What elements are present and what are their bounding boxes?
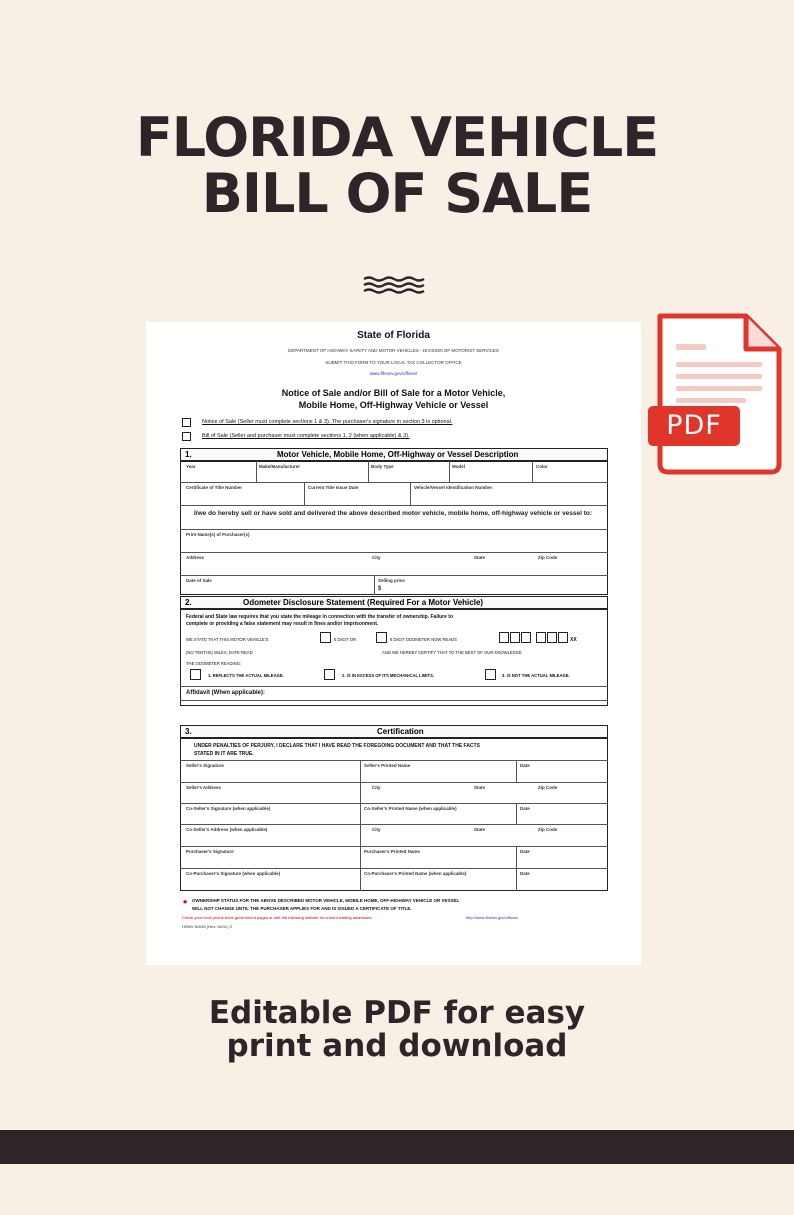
section-1-title: Motor Vehicle, Mobile Home, Off-Highway or Vessel Description	[277, 450, 519, 459]
subtitle-line-2: print and download	[226, 1028, 568, 1064]
seller-signature-label: Seller's Signature	[186, 763, 224, 768]
section-3-title: Certification	[377, 727, 424, 736]
odometer-suffix: XX	[570, 637, 577, 643]
mailing-address-note: Check your local phone book government pages or visit the following website for current mailing addresses:	[182, 915, 373, 920]
odometer-statement: WE STATE THAT THIS MOTOR VEHICLE'S	[186, 637, 269, 642]
not-actual-checkbox[interactable]	[485, 669, 496, 680]
warning-star-icon: ★	[182, 899, 189, 906]
sale-statement: I/we do hereby sell or have sold and delivered the above described motor vehicle, mobile home, off-highway vehicle or vessel to:	[194, 510, 593, 517]
odometer-digit-6[interactable]	[558, 632, 568, 643]
zip-label: Zip Code	[538, 555, 558, 560]
city-label: City	[372, 555, 381, 560]
form-state: State of Florida	[357, 330, 430, 341]
bottom-bar	[0, 1130, 794, 1164]
offices-link[interactable]: http://www.flhsmv.gov/offices/	[466, 915, 519, 920]
color-label: Color	[536, 464, 548, 469]
subtitle-line-1: Editable PDF for easy	[208, 995, 586, 1031]
notice-of-sale-label: Notice of Sale (Seller must complete sections 1 & 3). The purchaser's signature in section 3 is optional.	[202, 419, 453, 425]
co-purchaser-signature-label: Co-Purchaser's Signature (when applicable)	[186, 871, 281, 876]
seller-zip-label: Zip Code	[538, 785, 558, 790]
six-digit-checkbox[interactable]	[376, 632, 387, 643]
five-digit-label: 5 DIGIT OR	[334, 637, 357, 642]
title-number-label: Certificate of Title Number	[186, 485, 243, 490]
vin-label: Vehicle/Vessel Identification Number	[414, 485, 493, 490]
co-seller-date-label: Date	[520, 806, 530, 811]
co-seller-printed-name-label: Co-Seller's Printed Name (when applicable)	[364, 806, 457, 811]
bill-of-sale-label: Bill of Sale (Seller and purchaser must complete sections 1, 2 (when applicable) & 3).	[202, 433, 410, 439]
ownership-note-line-1: OWNERSHIP STATUS FOR THE ABOVE DESCRIBED MOTOR VEHICLE, MOBILE HOME, OFF-HIGHWAY VEHICLE OR VESSEL	[192, 898, 460, 903]
odometer-law-line-2: complete or providing a false statement may result in fines and/or imprisonment.	[186, 621, 379, 627]
seller-city-label: City	[372, 785, 381, 790]
seller-state-label: State	[474, 785, 486, 790]
seller-date-label: Date	[520, 763, 530, 768]
odometer-reading-label: THE ODOMETER READING:	[186, 661, 242, 666]
co-seller-signature-label: Co-Seller's Signature (when applicable)	[186, 806, 271, 811]
page-title-line-1: FLORIDA VEHICLE	[135, 106, 659, 169]
seller-printed-name-label: Seller's Printed Name	[364, 763, 411, 768]
six-digit-label: 6 DIGIT ODOMETER NOW READS	[390, 637, 457, 642]
ownership-note-line-2: WILL NOT CHANGE UNTIL THE PURCHASER APPLIES FOR AND IS ISSUED A CERTIFICATE OF TITLE.	[192, 906, 412, 911]
odometer-digit-4[interactable]	[536, 632, 546, 643]
co-seller-state-label: State	[474, 827, 486, 832]
body-type-label: Body Type	[371, 464, 394, 469]
purchaser-name-label: Print Name(s) of Purchaser(s)	[186, 532, 250, 537]
selling-price-label: Selling price	[378, 578, 405, 583]
co-purchaser-date-label: Date	[520, 871, 530, 876]
section-3-number: 3.	[185, 727, 192, 736]
co-purchaser-printed-name-label: Co-Purchaser's Printed Name (when applicable)	[364, 871, 467, 876]
wave-divider-icon	[362, 275, 430, 295]
purchaser-date-label: Date	[520, 849, 530, 854]
section-3-header	[180, 725, 608, 738]
pdf-file-icon	[648, 312, 786, 478]
page-title-line-2: BILL OF SALE	[201, 162, 593, 225]
form-id: HSMV 82050 (Rev. 06/11) S	[182, 924, 233, 929]
odometer-digit-3[interactable]	[521, 632, 531, 643]
section-2-title: Odometer Disclosure Statement (Required For a Motor Vehicle)	[243, 598, 484, 607]
excess-mileage-label: 2. IS IN EXCESS OF ITS MECHANICAL LIMITS.	[342, 673, 435, 678]
model-label: Model	[452, 464, 465, 469]
section-1-number: 1.	[185, 450, 192, 459]
title-issue-date-label: Current Title Issue Date	[308, 485, 359, 490]
odometer-law-line-1: Federal and State law requires that you state the mileage in connection with the transfer of ownership. Failure to	[186, 614, 453, 620]
form-preview	[146, 322, 641, 965]
form-department: DEPARTMENT OF HIGHWAY SAFETY AND MOTOR VEHICLES - DIVISION OF MOTORIST SERVICES	[288, 348, 499, 353]
odometer-certify: AND WE HEREBY CERTIFY THAT TO THE BEST OF OUR KNOWLEDGE	[382, 650, 522, 655]
notice-of-sale-checkbox[interactable]	[182, 418, 191, 427]
purchaser-printed-name-label: Purchaser's Printed Name	[364, 849, 420, 854]
dollar-sign: $	[378, 586, 382, 592]
actual-mileage-label: 1. REFLECTS THE ACTUAL MILEAGE.	[208, 673, 284, 678]
form-title-line-1: Notice of Sale and/or Bill of Sale for a Motor Vehicle,	[281, 388, 506, 398]
form-title-line-2: Mobile Home, Off-Highway Vehicle or Vessel	[298, 400, 489, 410]
section-1-header	[180, 448, 608, 461]
seller-address-label: Seller's Address	[186, 785, 221, 790]
form-website-link[interactable]: www.flhsmv.gov/offices/	[369, 371, 418, 376]
odometer-digit-5[interactable]	[547, 632, 557, 643]
year-label: Year	[186, 464, 196, 469]
affidavit-label: Affidavit (When applicable):	[186, 690, 266, 696]
co-seller-zip-label: Zip Code	[538, 827, 558, 832]
co-seller-address-label: Co-Seller's Address (when applicable)	[186, 827, 268, 832]
odometer-digit-1[interactable]	[499, 632, 509, 643]
section-2-header	[180, 596, 608, 609]
state-label: State	[474, 555, 486, 560]
odometer-date-read: (NO TENTHS) MILES, DATE READ	[186, 650, 253, 655]
not-actual-label: 3. IS NOT THE ACTUAL MILEAGE.	[502, 673, 570, 678]
excess-mileage-checkbox[interactable]	[324, 669, 335, 680]
make-label: Make/Manufacturer	[259, 464, 301, 469]
address-label: Address	[186, 555, 205, 560]
actual-mileage-checkbox[interactable]	[190, 669, 201, 680]
form-submit-note: SUBMIT THIS FORM TO YOUR LOCAL TAX COLLECTOR OFFICE	[325, 360, 462, 365]
section-2-number: 2.	[185, 598, 192, 607]
date-of-sale-label: Date of Sale	[186, 578, 212, 583]
perjury-line-2: STATED IN IT ARE TRUE.	[194, 751, 254, 757]
odometer-digit-2[interactable]	[510, 632, 520, 643]
pdf-badge-label: PDF	[666, 410, 722, 441]
perjury-line-1: UNDER PENALTIES OF PERJURY, I DECLARE THAT I HAVE READ THE FOREGOING DOCUMENT AND THAT THE FACTS	[194, 743, 480, 749]
bill-of-sale-checkbox[interactable]	[182, 432, 191, 441]
five-digit-checkbox[interactable]	[320, 632, 331, 643]
co-seller-city-label: City	[372, 827, 381, 832]
purchaser-signature-label: Purchaser's Signature	[186, 849, 234, 854]
